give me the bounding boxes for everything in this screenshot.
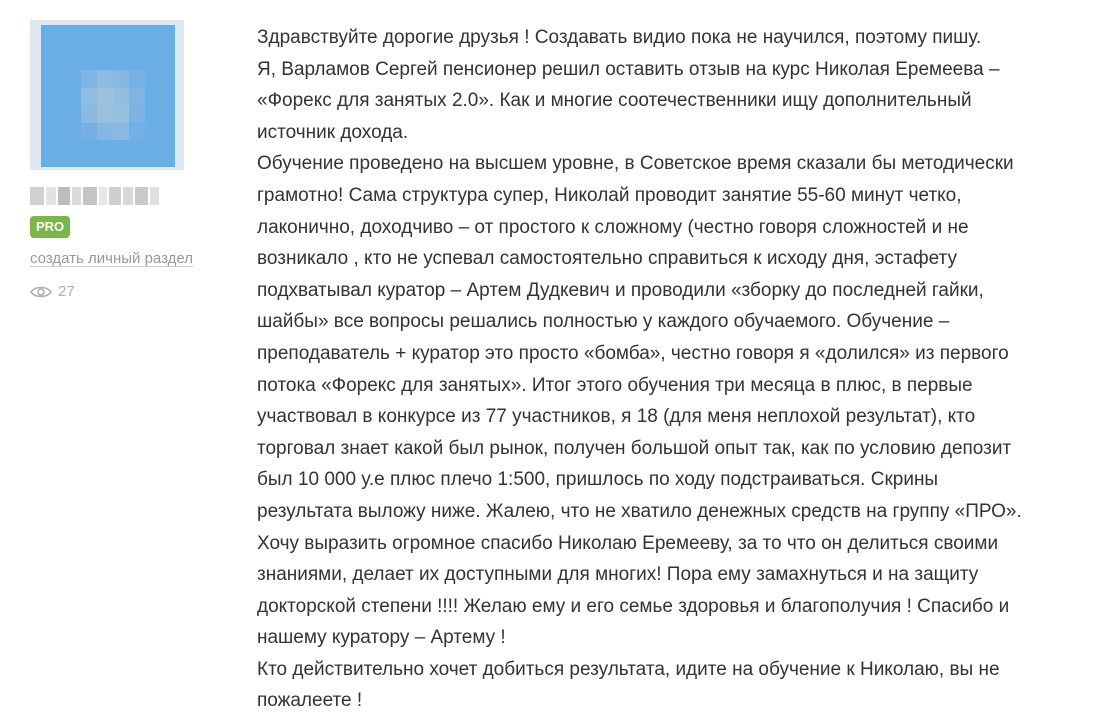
- review-line: пожалеете !: [257, 690, 363, 712]
- review-line: лаконично, доходчиво – от простого к сложному (честно говоря сложностей и не: [257, 216, 969, 238]
- review-line: Обучение проведено на высшем уровне, в Советское время сказали бы методически: [257, 153, 1014, 175]
- views-count: 27: [58, 283, 75, 300]
- avatar-pixelated-face: [81, 70, 145, 140]
- review-line: Хочу выразить огромное спасибо Николаю Еремееву, за то что он делиться своими: [257, 532, 999, 554]
- review-line: результата выложу ниже. Жалею, что не хватило денежных средств на группу «ПРО».: [257, 500, 1022, 522]
- review-line: знаниями, делает их доступными для многих! Пора ему замахнуться и на защиту: [257, 564, 979, 586]
- review-line: источник дохода.: [257, 121, 409, 143]
- eye-icon: [30, 285, 52, 299]
- review-line: грамотно! Сама структура супер, Николай проводит занятие 55-60 минут четко,: [257, 184, 962, 206]
- avatar[interactable]: [30, 20, 184, 170]
- review-text: [257, 22, 1107, 717]
- review-line: торговал знает какой был рынок, получен большой опыт так, как по условию депозит: [257, 437, 1012, 459]
- username-redacted[interactable]: [30, 186, 230, 206]
- author-sidebar: [30, 20, 230, 300]
- review-line: преподаватель + куратор это просто «бомба», честно говоря я «долился» из первого: [257, 342, 1009, 364]
- pro-badge: PRO: [30, 216, 70, 238]
- review-line: участвовал в конкурсе из 77 участников, я 18 (для меня неплохой результат), кто: [257, 406, 976, 428]
- review-line: Кто действительно хочет добиться результата, идите на обучение к Николаю, вы не: [257, 658, 1000, 680]
- review-line: шайбы» все вопросы решались полностью у каждого обучаемого. Обучение –: [257, 311, 950, 333]
- review-line: потока «Форекс для занятых». Итог этого обучения три месяца в плюс, в первые: [257, 374, 973, 396]
- review-line: возникало , кто не успевал самостоятельно справиться к исходу дня, эстафету: [257, 248, 957, 270]
- review-line: Здравствуйте дорогие друзья ! Создавать видио пока не научился, поэтому пишу.: [257, 27, 982, 48]
- review-line: был 10 000 у.е плюс плечо 1:500, пришлось по ходу подстраиваться. Скрины: [257, 469, 939, 491]
- review-line: «Форекс для занятых 2.0». Как и многие соотечественники ищу дополнительный: [257, 90, 972, 112]
- avatar-image: [41, 25, 175, 167]
- views-counter: [30, 283, 230, 300]
- review-line: Я, Варламов Сергей пенсионер решил оставить отзыв на курс Николая Еремеева –: [257, 58, 1000, 80]
- create-personal-section-link[interactable]: создать личный раздел: [30, 250, 193, 267]
- review-line: подхватывал куратор – Артем Дудкевич и проводили «зборку до последней гайки,: [257, 279, 984, 301]
- review-line: нашему куратору – Артему !: [257, 627, 506, 649]
- review-line: докторской степени !!!! Желаю ему и его семье здоровья и благополучия ! Спасибо и: [257, 595, 1010, 617]
